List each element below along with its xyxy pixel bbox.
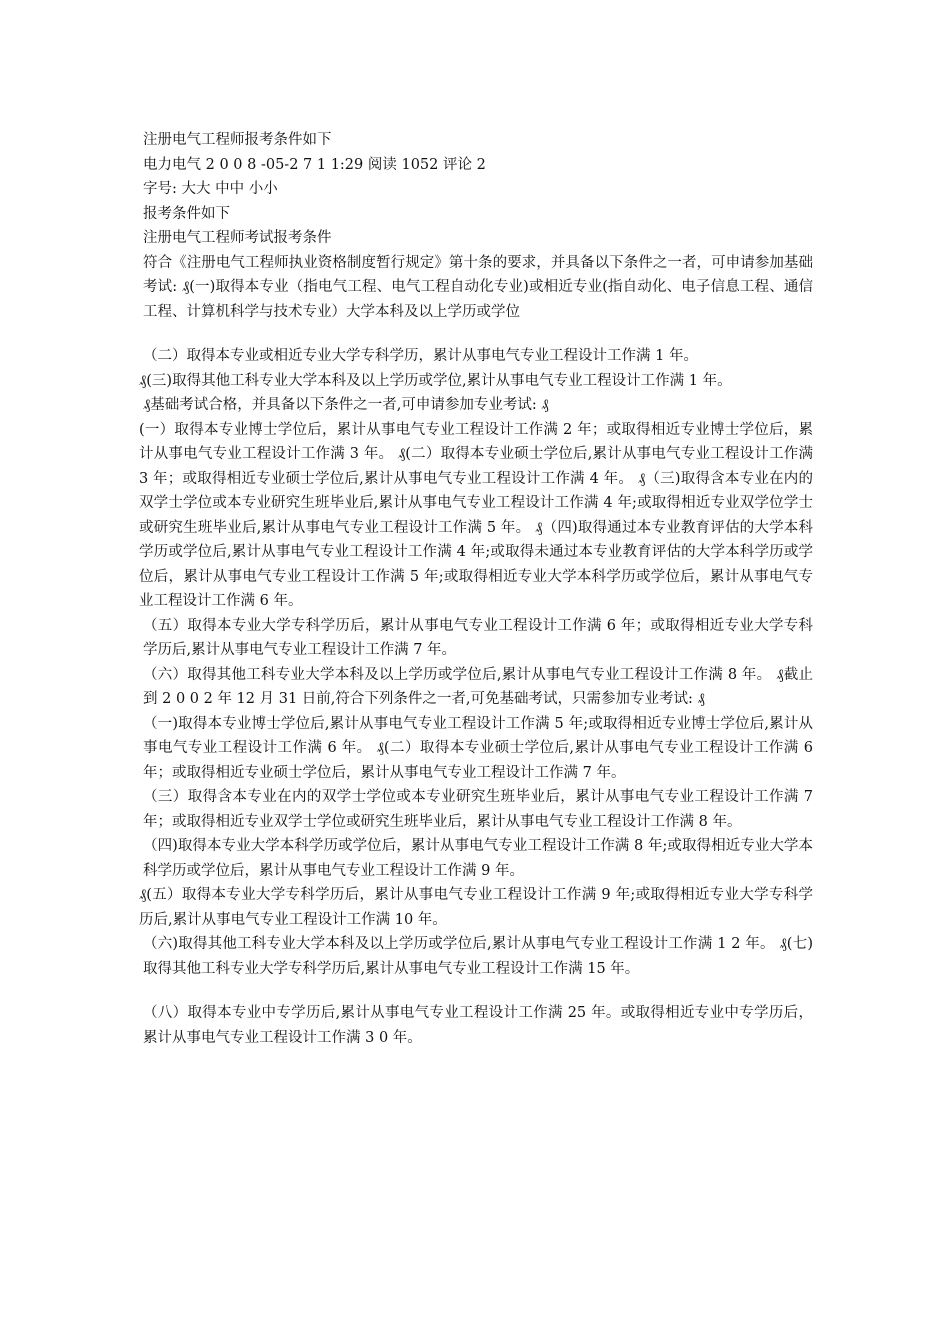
document-content bbox=[139, 128, 813, 1050]
paragraph-exempt-6-7: （六)取得其他工科专业大学本科及以上学历或学位后,累计从事电气专业工程设计工作满 1 2 年。 ₰(七)取得其他工科专业大学专科学历后,累计从事电气专业工程设计工作满 15 年。 bbox=[143, 936, 813, 977]
paragraph-gap bbox=[143, 324, 813, 344]
paragraph-basic-exam-intro: 符合《注册电气工程师执业资格制度暂行规定》第十条的要求，并具备以下条件之一者，可申请参加基础考试: ₰(一)取得本专业（指电气工程、电气工程自动化专业)或相近专业(指自动化、电子信息工程、通信工程、计算机科学与技术专业）大学本科及以上学历或学位 bbox=[143, 254, 813, 320]
paragraph-basic-2: （二）取得本专业或相近专业大学专科学历，累计从事电气专业工程设计工作满 1 年。 bbox=[143, 348, 698, 364]
article-title: 注册电气工程师报考条件如下 bbox=[143, 132, 332, 148]
paragraph-professional-5: （五）取得本专业大学专科学历后，累计从事电气专业工程设计工作满 6 年；或取得相近专业大学专科学历后,累计从事电气专业工程设计工作满 7 年。 bbox=[143, 617, 813, 658]
paragraph-exempt-3: （三）取得含本专业在内的双学士学位或本专业研究生班毕业后，累计从事电气专业工程设计工作满 7 年；或取得相近专业双学士学位或研究生班毕业后，累计从事电气专业工程设计工作满 8 年。 bbox=[143, 789, 813, 830]
paragraph-professional-intro: ₰基础考试合格，并具备以下条件之一者,可申请参加专业考试: ₰ bbox=[143, 397, 549, 413]
paragraph-exempt-5: ₰(五）取得本专业大学专科学历后，累计从事电气专业工程设计工作满 9 年;或取得相近专业大学专科学历后,累计从事电气专业工程设计工作满 10 年。 bbox=[139, 887, 813, 928]
article-meta: 电力电气 2 0 0 8 -05-2 7 1 1:29 阅读 1052 评论 2 bbox=[143, 156, 486, 173]
paragraph-basic-3: ₰(三)取得其他工科专业大学本科及以上学历或学位,累计从事电气专业工程设计工作满 1 年。 bbox=[139, 372, 732, 389]
paragraph-professional-6: （六）取得其他工科专业大学本科及以上学历或学位后,累计从事电气专业工程设计工作满 8 年。 ₰截止到 2 0 0 2 年 12 月 31 日前,符合下列条件之一者,可免基础考试，只需参加专业考试: ₰ bbox=[143, 666, 813, 707]
paragraph-professional-1-4: (一）取得本专业博士学位后，累计从事电气专业工程设计工作满 2 年；或取得相近专业博士学位后，累计从事电气专业工程设计工作满 3 年。 ₰(二）取得本专业硕士学位后,累计从事电气专业工程设计工作满 3 年；或取得相近专业硕士学位后,累计从事电气专业工程设计工作满 4 年。 ₰（三)取得含本专业在内的双学士学位或本专业研究生班毕业后,累计从事电气专业工程设计工作满 4 年;或取得相近专业双学位学士或研究生班毕业后,累计从事电气专业工程设计工作满 5 年。 ₰（四)取得通过本专业教育评估的大学本科学历或学位后,累计从事电气专业工程设计工作满 4 年;或取得未通过本专业教育评估的大学本科学历或学位后，累计从事电气专业工程设计工作满 5 年;或取得相近专业大学本科学历或学位后，累计从事电气专业工程设计工作满 6 年。 bbox=[139, 421, 813, 609]
font-size-selector[interactable]: 字号: 大大 中中 小小 bbox=[143, 181, 278, 197]
paragraph-exempt-4: （四)取得本专业大学本科学历或学位后，累计从事电气专业工程设计工作满 8 年;或取得相近专业大学本科学历或学位后，累计从事电气专业工程设计工作满 9 年。 bbox=[143, 838, 813, 879]
paragraph-exempt-1-2: （一)取得本专业博士学位后,累计从事电气专业工程设计工作满 5 年;或取得相近专业博士学位后,累计从事电气专业工程设计工作满 6 年。 ₰(二）取得本专业硕士学位后,累计从事电气专业工程设计工作满 6 年；或取得相近专业硕士学位后，累计从事电气专业工程设计工作满 7 年。 bbox=[143, 715, 813, 781]
section-heading: 注册电气工程师考试报考条件 bbox=[143, 230, 332, 246]
paragraph-exempt-8: （八）取得本专业中专学历后,累计从事电气专业工程设计工作满 25 年。或取得相近专业中专学历后，累计从事电气专业工程设计工作满 3 0 年。 bbox=[143, 1005, 813, 1046]
paragraph-gap bbox=[143, 981, 813, 1001]
section-subtitle: 报考条件如下 bbox=[143, 205, 230, 222]
